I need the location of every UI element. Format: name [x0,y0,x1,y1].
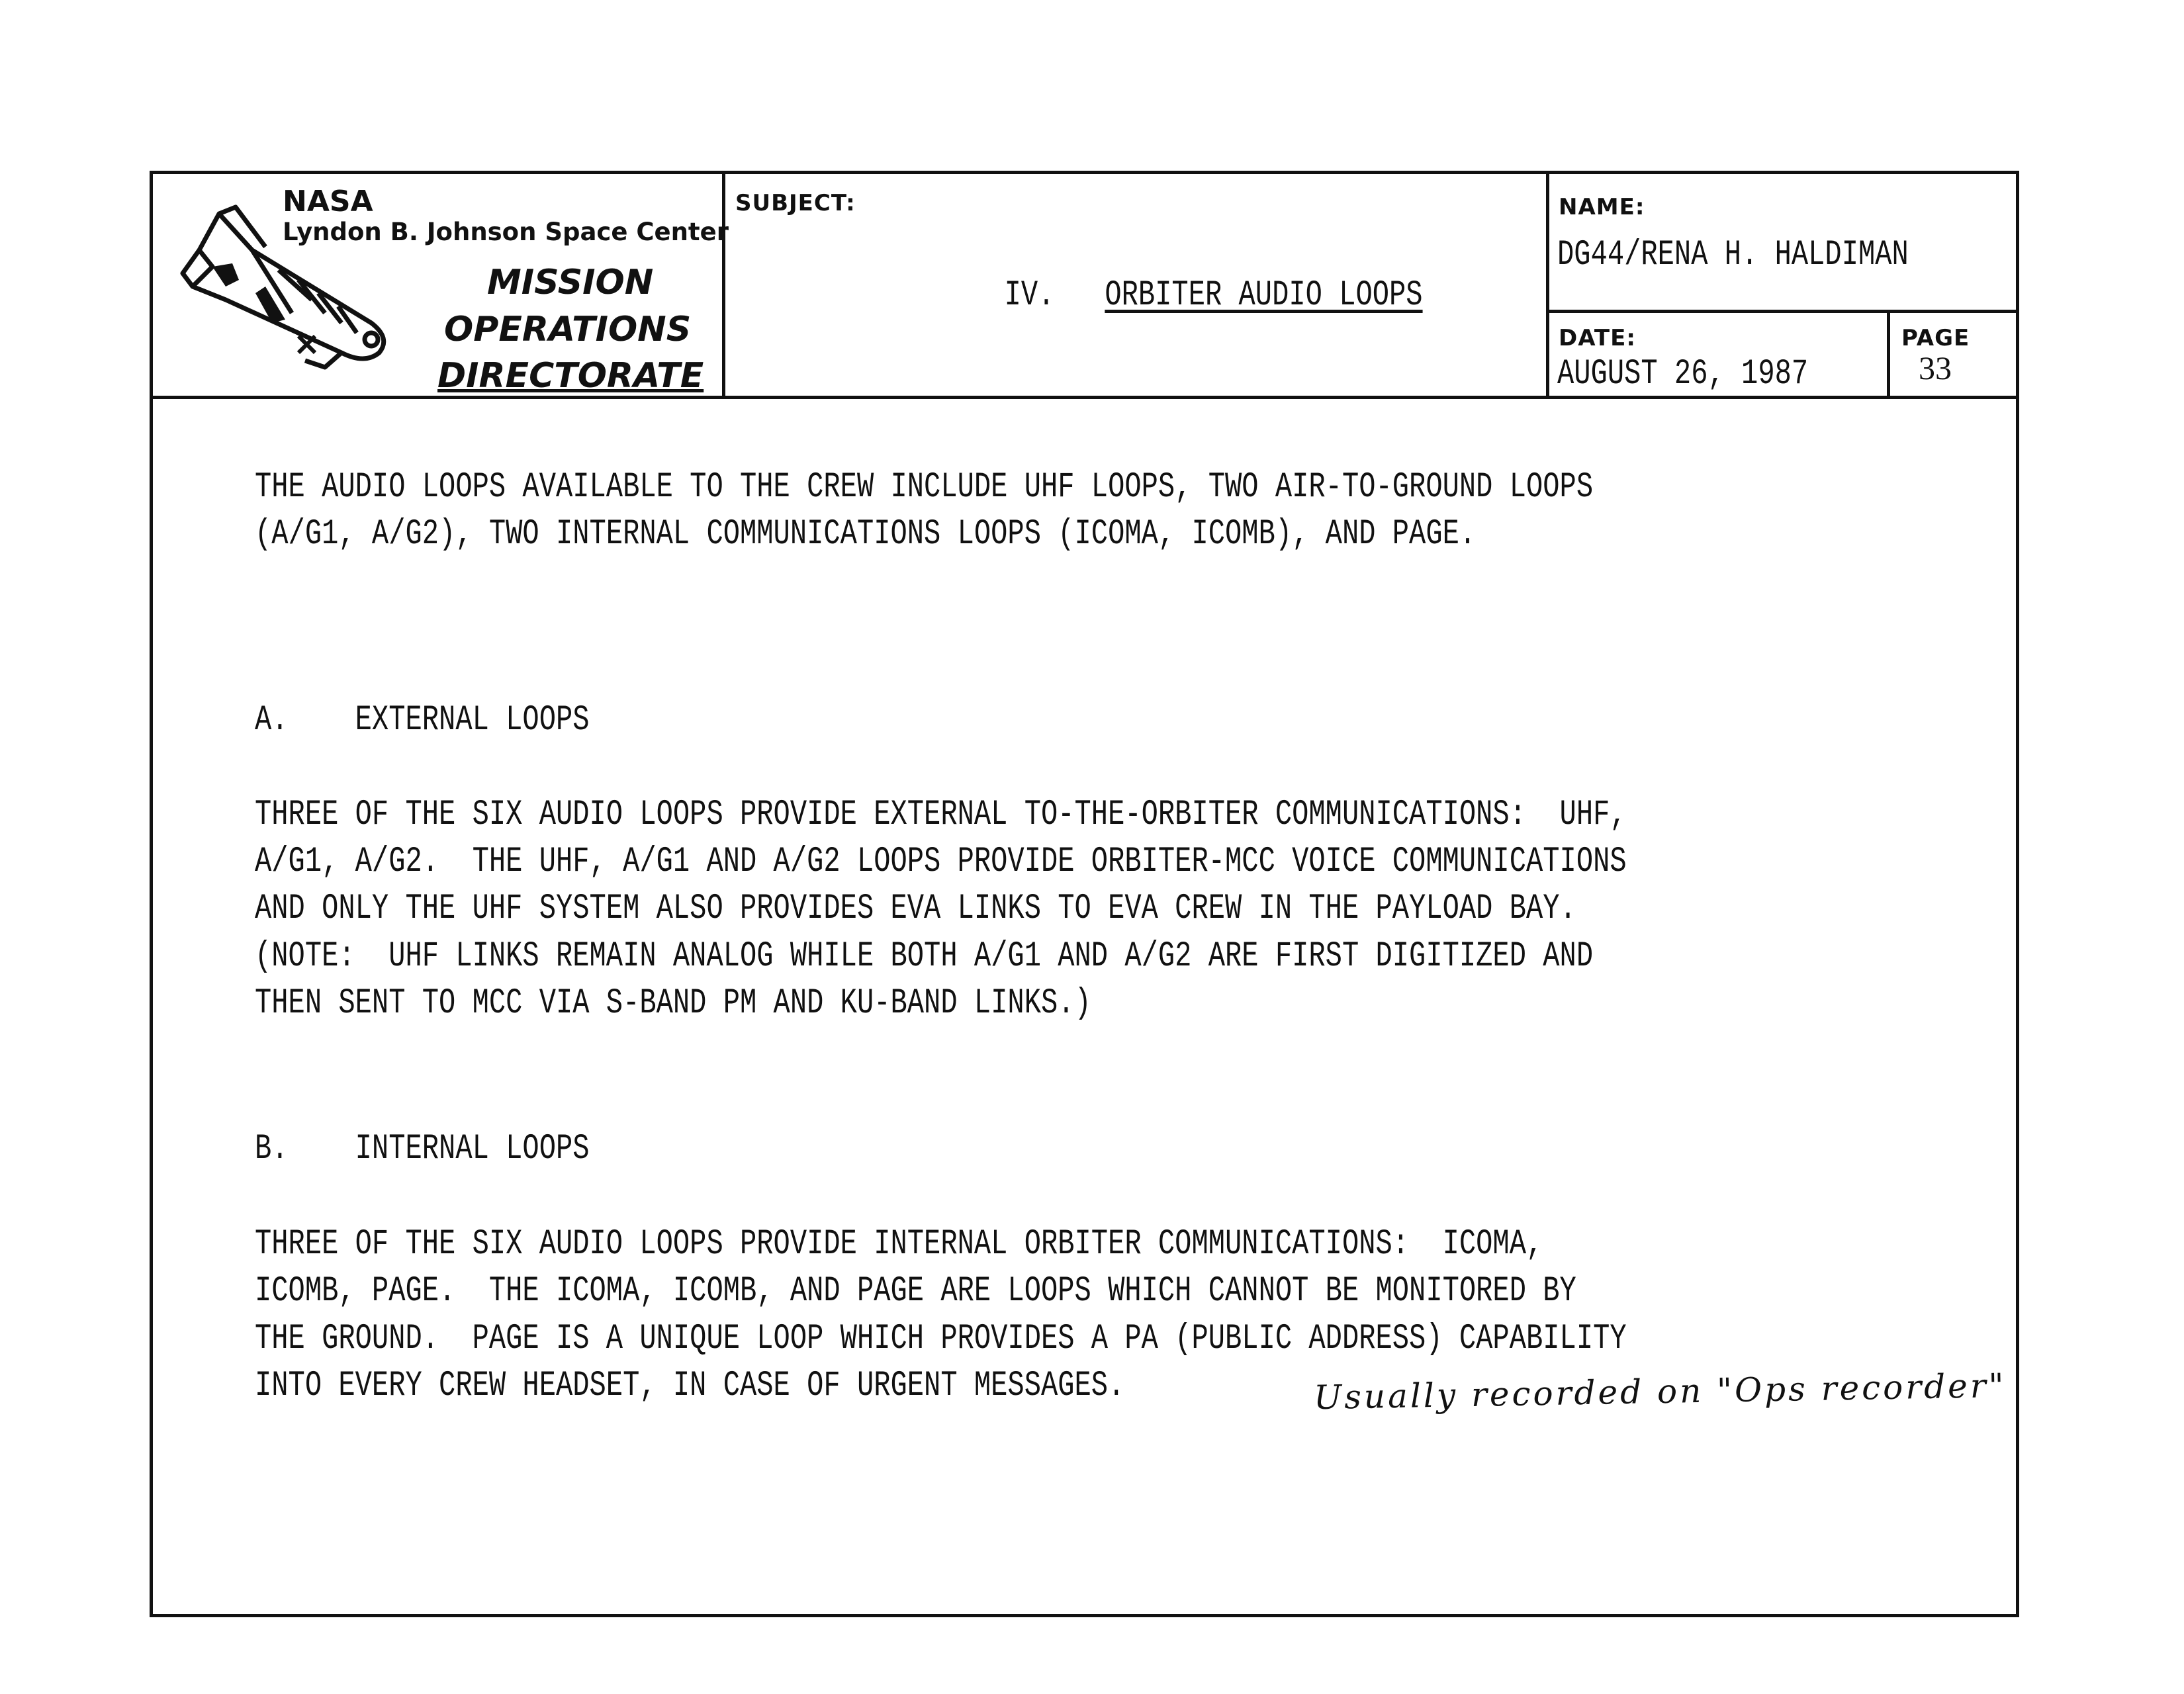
subject-section: IV. [1004,275,1055,316]
header-divider-2 [1546,174,1549,396]
section-a-line: THEN SENT TO MCC VIA S-BAND PM AND KU-BAND LINKS.) [255,983,1091,1024]
section-b-line: THREE OF THE SIX AUDIO LOOPS PROVIDE INTERNAL ORBITER COMMUNICATIONS: ICOMA, [255,1224,1543,1265]
date-page-divider [1887,310,1890,396]
intro-line: (A/G1, A/G2), TWO INTERNAL COMMUNICATIONS LOOPS (ICOMA, ICOMB), AND PAGE. [255,514,1477,555]
agency-name: NASA [283,185,373,218]
intro-line: THE AUDIO LOOPS AVAILABLE TO THE CREW INCLUDE UHF LOOPS, TWO AIR-TO-GROUND LOOPS [255,467,1594,508]
section-a-heading: A. EXTERNAL LOOPS [255,700,590,740]
center-name: Lyndon B. Johnson Space Center [283,218,729,246]
section-a-line: A/G1, A/G2. THE UHF, A/G1 AND A/G2 LOOPS PROVIDE ORBITER-MCC VOICE COMMUNICATIONS [255,842,1627,882]
section-a-line: AND ONLY THE UHF SYSTEM ALSO PROVIDES EVA LINKS TO EVA CREW IN THE PAYLOAD BAY. [255,889,1576,929]
subject-label: SUBJECT: [735,190,856,216]
handwritten-note: Usually recorded on "Ops recorder" [1313,1366,2007,1417]
page-label: PAGE [1901,325,1970,351]
section-a-line: THREE OF THE SIX AUDIO LOOPS PROVIDE EXTERNAL TO-THE-ORBITER COMMUNICATIONS: UHF, [255,795,1627,835]
section-b-line: INTO EVERY CREW HEADSET, IN CASE OF URGENT MESSAGES. [255,1366,1125,1406]
directorate-line-3: DIRECTORATE [437,356,704,396]
document-header [153,174,2016,399]
directorate-line-1: MISSION [487,263,654,302]
date-value: AUGUST 26, 1987 [1557,354,1809,394]
name-date-divider [1546,310,2019,313]
section-b-heading: B. INTERNAL LOOPS [255,1129,590,1169]
subject-value [904,235,1423,356]
subject-title: ORBITER AUDIO LOOPS [1105,275,1423,316]
section-a-line: (NOTE: UHF LINKS REMAIN ANALOG WHILE BOTH A/G1 AND A/G2 ARE FIRST DIGITIZED AND [255,936,1594,977]
name-label: NAME: [1559,194,1645,220]
section-b-line: THE GROUND. PAGE IS A UNIQUE LOOP WHICH PROVIDES A PA (PUBLIC ADDRESS) CAPABILITY [255,1319,1627,1359]
page-number: 33 [1919,349,1952,386]
name-value: DG44/RENA H. HALDIMAN [1557,235,1909,275]
date-label: DATE: [1559,325,1636,351]
section-b-line: ICOMB, PAGE. THE ICOMA, ICOMB, AND PAGE ARE LOOPS WHICH CANNOT BE MONITORED BY [255,1271,1576,1312]
header-divider-1 [722,174,725,396]
directorate-line-2: OPERATIONS [444,310,692,349]
